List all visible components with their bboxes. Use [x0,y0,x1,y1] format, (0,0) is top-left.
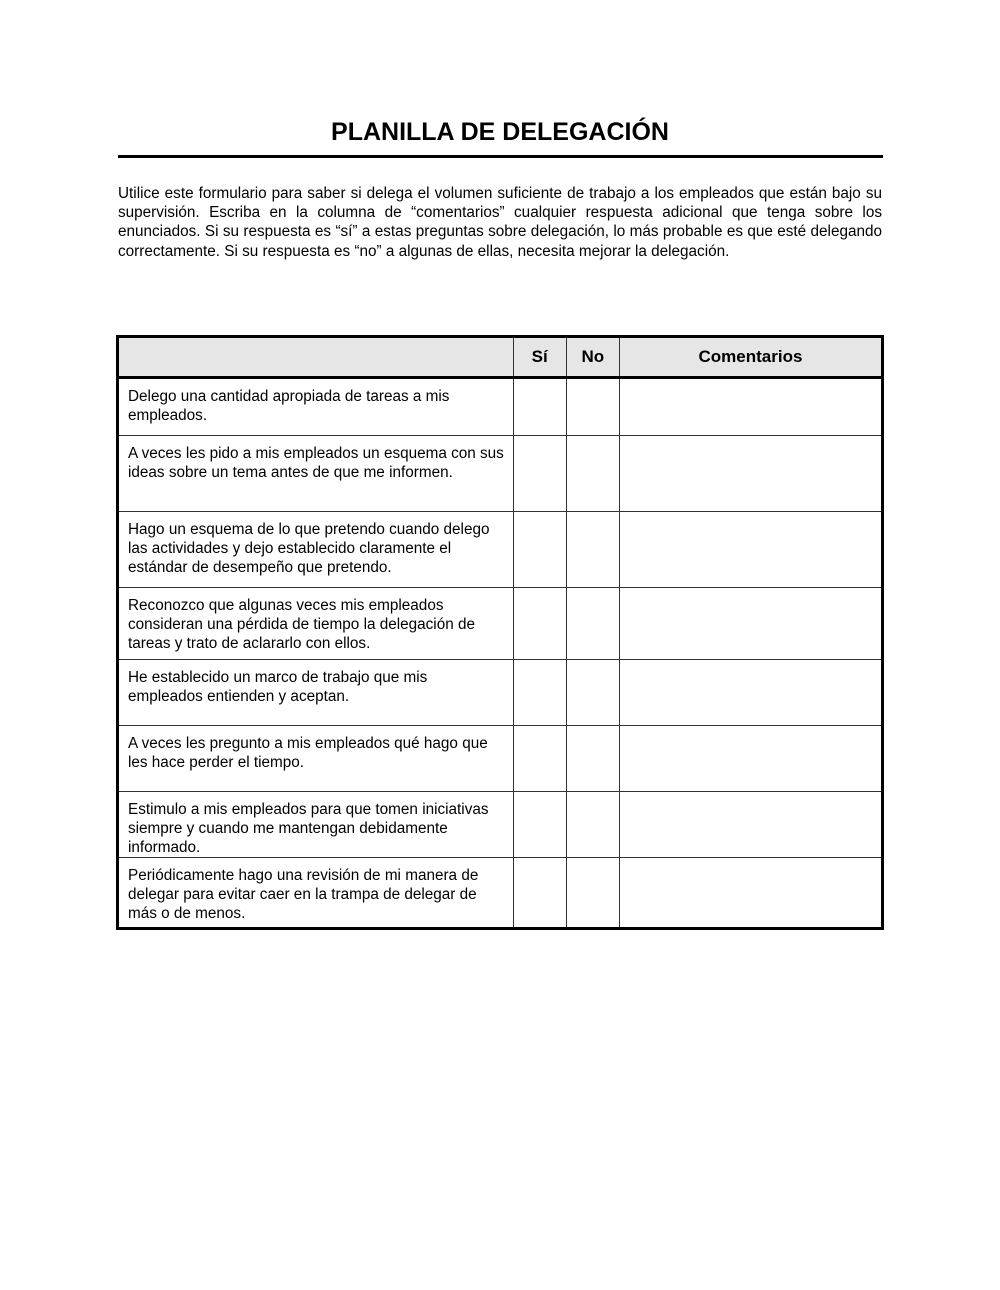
table-row [118,588,883,660]
no-cell[interactable] [566,726,619,792]
table-row [118,378,883,436]
table-row [118,792,883,858]
table-row [118,858,883,929]
yes-cell[interactable] [513,378,566,436]
yes-cell[interactable] [513,660,566,726]
no-cell[interactable] [566,588,619,660]
no-cell[interactable] [566,436,619,512]
statement-cell: Delego una cantidad apropiada de tareas a mis empleados. [118,378,514,436]
comments-cell[interactable] [619,436,882,512]
title-divider [118,155,883,158]
comments-cell[interactable] [619,660,882,726]
intro-paragraph: Utilice este formulario para saber si delega el volumen suficiente de trabajo a los empleados que están bajo su supervisión. Escriba en la columna de “comentarios” cualquier respuesta adicional que tenga sobre los enunciados. Si su respuesta es “sí” a estas preguntas sobre delegación, lo más probable es que esté delegando correctamente. Si su respuesta es “no” a algunas de ellas, necesita mejorar la delegación. [118,185,882,260]
comments-cell[interactable] [619,792,882,858]
no-cell[interactable] [566,378,619,436]
table-row [118,726,883,792]
comments-cell[interactable] [619,726,882,792]
no-cell[interactable] [566,792,619,858]
yes-cell[interactable] [513,436,566,512]
yes-cell[interactable] [513,792,566,858]
statement-cell: He establecido un marco de trabajo que mis empleados entienden y aceptan. [118,660,514,726]
delegation-checklist-table [116,335,884,930]
page-title: PLANILLA DE DELEGACIÓN [331,118,669,146]
no-cell[interactable] [566,858,619,929]
no-cell[interactable] [566,660,619,726]
statement-cell: Estimulo a mis empleados para que tomen iniciativas siempre y cuando me mantengan debidamente informado. [118,792,514,858]
yes-cell[interactable] [513,858,566,929]
statement-cell: A veces les pido a mis empleados un esquema con sus ideas sobre un tema antes de que me informen. [118,436,514,512]
comments-cell[interactable] [619,378,882,436]
table-header-row [118,337,883,378]
header-yes: Sí [513,337,566,378]
yes-cell[interactable] [513,588,566,660]
statement-cell: Periódicamente hago una revisión de mi manera de delegar para evitar caer en la trampa de delegar de más o de menos. [118,858,514,929]
yes-cell[interactable] [513,512,566,588]
comments-cell[interactable] [619,588,882,660]
header-comments: Comentarios [619,337,882,378]
table-row [118,436,883,512]
comments-cell[interactable] [619,858,882,929]
comments-cell[interactable] [619,512,882,588]
no-cell[interactable] [566,512,619,588]
table-row [118,660,883,726]
yes-cell[interactable] [513,726,566,792]
header-statement [118,337,514,378]
statement-cell: A veces les pregunto a mis empleados qué hago que les hace perder el tiempo. [118,726,514,792]
statement-cell: Reconozco que algunas veces mis empleados consideran una pérdida de tiempo la delegación de tareas y trato de aclararlo con ellos. [118,588,514,660]
statement-cell: Hago un esquema de lo que pretendo cuando delego las actividades y dejo establecido claramente el estándar de desempeño que pretendo. [118,512,514,588]
table-row [118,512,883,588]
header-no: No [566,337,619,378]
